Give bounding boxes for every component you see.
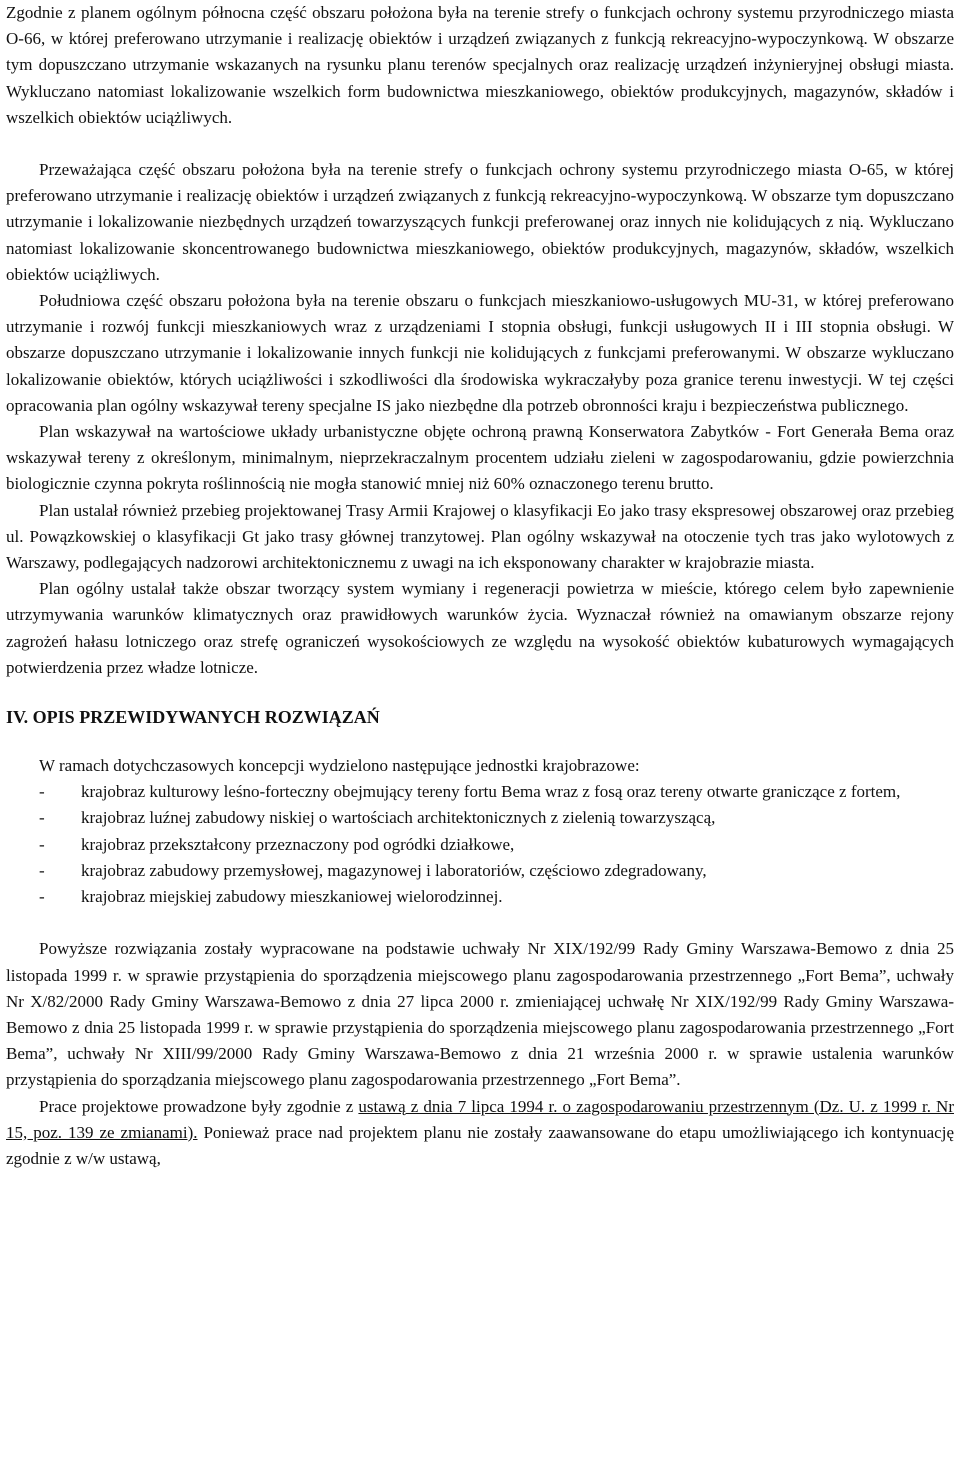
paragraph-routes: Plan ustalał również przebieg projektowanej Trasy Armii Krajowej o klasyfikacji Eo jako trasy ekspresowej obszarowej oraz przebieg ul. Powązkowskiej o klasyfikacji Gt jako trasy głównej tranzytowej. Plan ogólny wskazywał na otoczenie tych tras jako wylotowych z Warszawy, podlegających nadzorowi architektonicznemu z uwagi na ich eksponowany charakter w krajobrazie miasta. [6,500,954,573]
list-item-text: krajobraz luźnej zabudowy niskiej o wartościach architektonicznych z zielenią towarzyszącą, [81,808,716,828]
list-item-text: krajobraz przekształcony przeznaczony pod ogródki działkowe, [81,834,515,854]
paragraph-main-zone: Przeważająca część obszaru położona była na terenie strefy o funkcjach ochrony systemu przyrodniczego miasta O-65, w której preferowano utrzymanie i realizację obiektów i urządzeń związanych z funkcją rekreacyjno-wypoczynkową. W obszarze tym dopuszczano utrzymanie i lokalizowanie niezbędnych urządzeń towarzyszących funkcji preferowanej oraz innych nie kolidujących z nią. Wykluczano natomiast lokalizowanie skoncentrowanego budownictwa mieszkaniowego, obiektów produkcyjnych, magazynów, składów, wszelkich obiektów uciążliwych. [6,160,954,284]
list-item-text: krajobraz kulturowy leśno-forteczny obejmujący tereny fortu Bema wraz z fosą oraz tereny otwarte graniczące z fortem, [81,782,901,802]
list-item-text: krajobraz miejskiej zabudowy mieszkaniowej wielorodzinnej. [81,887,503,907]
legal-text-end: Ponieważ prace nad projektem planu nie zostały zaawansowane do etapu umożliwiającego ich kontynuację zgodnie z w/w ustawą, [6,1122,954,1168]
legal-text-start: Prace projektowe prowadzone były zgodnie z [39,1096,359,1116]
spacer [6,681,954,703]
dash-marker: - [39,860,45,880]
dash-marker: - [39,887,45,907]
dash-marker: - [39,808,45,828]
document-page [6,0,954,1172]
list-item [6,779,954,805]
spacer [6,731,954,753]
paragraph-air-system: Plan ogólny ustalał także obszar tworzący system wymiany i regeneracji powietrza w mieście, którego celem było zapewnienie utrzymywania warunków klimatycznych oraz prawidłowych warunków życia. Wyznaczał również na omawianym obszarze rejony zagrożeń hałasu lotniczego oraz strefę ograniczeń wysokościowych ze względu na wysokość obiektów kubaturowych wymagających potwierdzenia przez władze lotnicze. [6,579,954,677]
section-heading: IV. OPIS PRZEWIDYWANYCH ROZWIĄZAŃ [6,707,380,728]
dash-marker: - [39,782,45,802]
paragraph-legal-basis [6,1094,954,1173]
section-intro: W ramach dotychczasowych koncepcji wydzielono następujące jednostki krajobrazowe: [39,756,640,776]
list-item [6,858,954,884]
spacer [6,131,954,157]
dash-marker: - [39,834,45,854]
list-item [6,832,954,858]
spacer [6,910,954,936]
paragraph-south-zone: Południowa część obszaru położona była na terenie obszaru o funkcjach mieszkaniowo-usługowych MU-31, w której preferowano utrzymanie i rozwój funkcji mieszkaniowych wraz z urządzeniami I stopnia obsługi, funkcji usługowych II i III stopnia obsługi. W obszarze dopuszczano utrzymanie i lokalizowanie innych funkcji nie kolidujących z funkcjami preferowanymi. W obszarze wykluczano lokalizowanie obiektów, których uciążliwości i szkodliwości dla środowiska wykraczałyby poza granice terenu inwestycji. W tej części opracowania plan ogólny wskazywał tereny specjalne IS jako niezbędne dla potrzeb obronności kraju i bezpieczeństwa publicznego. [6,291,954,415]
list-item-text: krajobraz zabudowy przemysłowej, magazynowej i laboratoriów, częściowo zdegradowany, [81,860,707,880]
paragraph-heritage: Plan wskazywał na wartościowe układy urbanistyczne objęte ochroną prawną Konserwatora Zabytków - Fort Generała Bema oraz wskazywał tereny z określonym, minimalnym, nieprzekraczalnym procentem udziału zieleni w zagospodarowaniu, gdzie powierzchnia biologicznie czynna pokryta roślinnością nie mogła stanowić mniej niż 60% oznaczonego terenu brutto. [6,422,954,494]
paragraph-north-zone: Zgodnie z planem ogólnym północna część obszaru położona była na terenie strefy o funkcjach ochrony systemu przyrodniczego miasta O-66, w której preferowano utrzymanie i realizację obiektów i urządzeń związanych z funkcją rekreacyjno-wypoczynkową. W obszarze tym dopuszczano utrzymanie wskazanych na rysunku planu terenów specjalnych oraz realizację urządzeń inżynieryjnej obsługi miasta. Wykluczano natomiast lokalizowanie wszelkich form budownictwa mieszkaniowego, obiektów produkcyjnych, magazynów, składów i wszelkich obiektów uciążliwych. [6,3,954,127]
landscape-unit-list [6,779,954,910]
paragraph-resolutions: Powyższe rozwiązania zostały wypracowane na podstawie uchwały Nr XIX/192/99 Rady Gminy Warszawa-Bemowo z dnia 25 listopada 1999 r. w sprawie przystąpienia do sporządzenia miejscowego planu zagospodarowania przestrzennego „Fort Bema”, uchwały Nr X/82/2000 Rady Gminy Warszawa-Bemowo z dnia 27 lipca 2000 r. zmieniającej uchwałę Nr XIX/192/99 Rady Gminy Warszawa-Bemowo z dnia 25 listopada 1999 r. w sprawie przystąpienia do sporządzenia miejscowego planu zagospodarowania przestrzennego „Fort Bema”, uchwały Nr XIII/99/2000 Rady Gminy Warszawa-Bemowo z dnia 21 września 2000 r. w sprawie ustalenia warunków przystąpienia do sporządzania miejscowego planu zagospodarowania przestrzennego „Fort Bema”. [6,939,954,1090]
list-item [6,884,954,910]
statute-reference: ustawą z dnia 7 lipca 1994 r. o zagospodarowaniu przestrzennym (Dz. U. z 1999 r. Nr 15, poz. 139 ze zmianami). [6,1096,954,1142]
list-item [6,805,954,831]
